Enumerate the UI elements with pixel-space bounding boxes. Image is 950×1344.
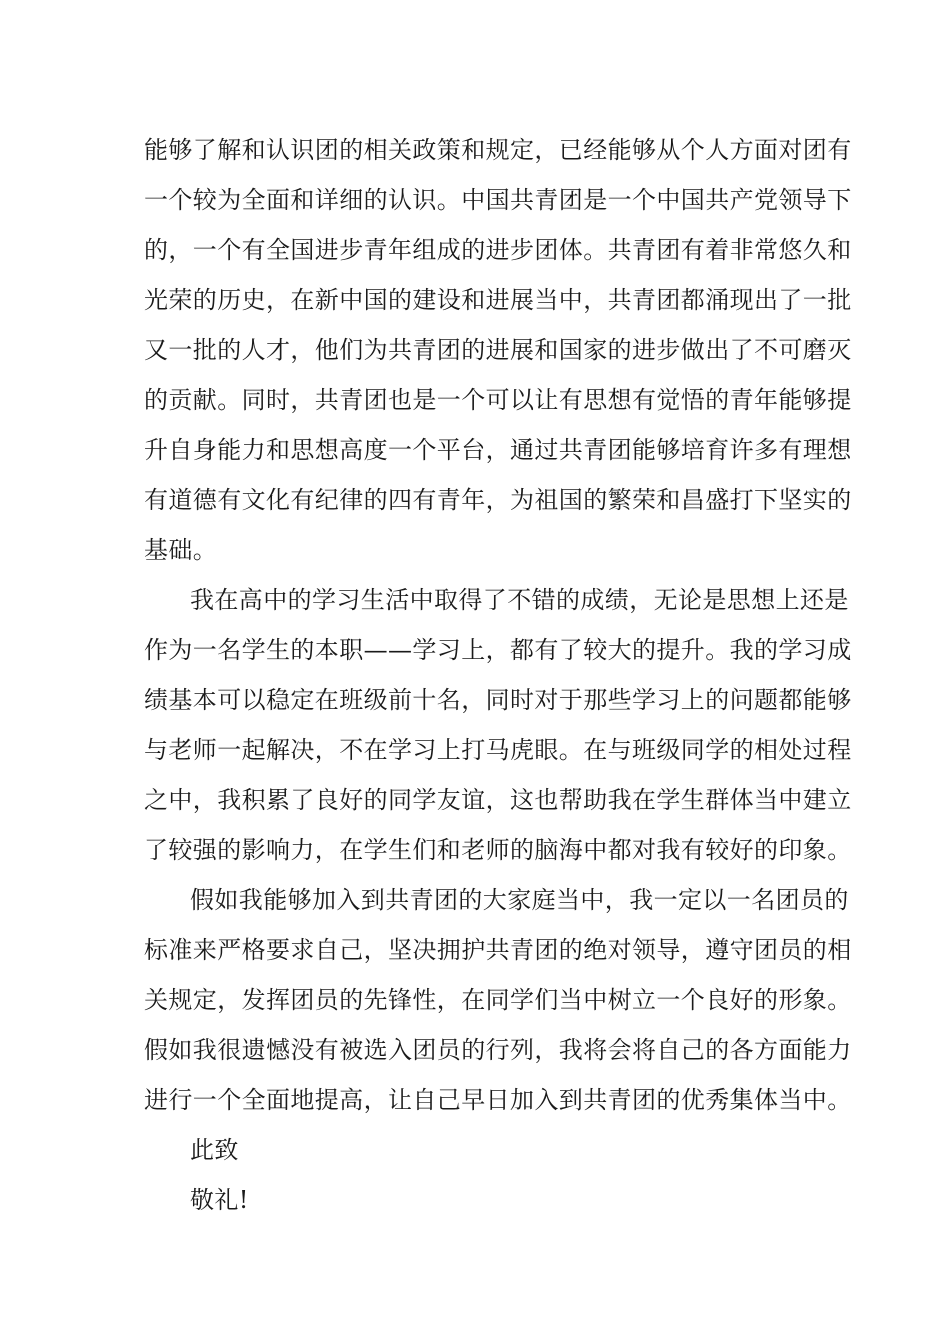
text-line: 假如我很遗憾没有被选入团员的行列，我将会将自己的各方面能力 (144, 1036, 852, 1064)
text-line: 基础。 (144, 536, 218, 564)
text-line: 能够了解和认识团的相关政策和规定，已经能够从个人方面对团有 (144, 136, 852, 164)
text-line: 光荣的历史，在新中国的建设和进展当中，共青团都涌现出了一批 (144, 286, 852, 314)
text-line: 绩基本可以稳定在班级前十名，同时对于那些学习上的问题都能够 (144, 686, 852, 714)
text-line: 有道德有文化有纪律的四有青年，为祖国的繁荣和昌盛打下坚实的 (144, 486, 852, 514)
text-line: 假如我能够加入到共青团的大家庭当中，我一定以一名团员的 (190, 886, 849, 914)
closing-salutation: 此致 (190, 1136, 239, 1164)
text-line: 又一批的人才，他们为共青团的进展和国家的进步做出了不可磨灭 (144, 336, 852, 364)
text-line: 了较强的影响力，在学生们和老师的脑海中都对我有较好的印象。 (144, 836, 852, 864)
text-line: 的，一个有全国进步青年组成的进步团体。共青团有着非常悠久和 (144, 236, 852, 264)
text-line: 升自身能力和思想高度一个平台，通过共青团能够培育许多有理想 (144, 436, 852, 464)
closing-regards: 敬礼! (190, 1186, 249, 1214)
text-line: 我在高中的学习生活中取得了不错的成绩，无论是思想上还是 (190, 586, 849, 614)
text-line: 一个较为全面和详细的认识。中国共青团是一个中国共产党领导下 (144, 186, 852, 214)
text-line: 的贡献。同时，共青团也是一个可以让有思想有觉悟的青年能够提 (144, 386, 852, 414)
text-line: 进行一个全面地提高，让自己早日加入到共青团的优秀集体当中。 (144, 1086, 852, 1114)
text-line: 与老师一起解决，不在学习上打马虎眼。在与班级同学的相处过程 (144, 736, 852, 764)
text-line: 作为一名学生的本职——学习上，都有了较大的提升。我的学习成 (144, 636, 852, 664)
text-line: 之中，我积累了良好的同学友谊，这也帮助我在学生群体当中建立 (144, 786, 852, 814)
text-line: 关规定，发挥团员的先锋性，在同学们当中树立一个良好的形象。 (144, 986, 852, 1014)
text-line: 标准来严格要求自己，坚决拥护共青团的绝对领导，遵守团员的相 (144, 936, 852, 964)
